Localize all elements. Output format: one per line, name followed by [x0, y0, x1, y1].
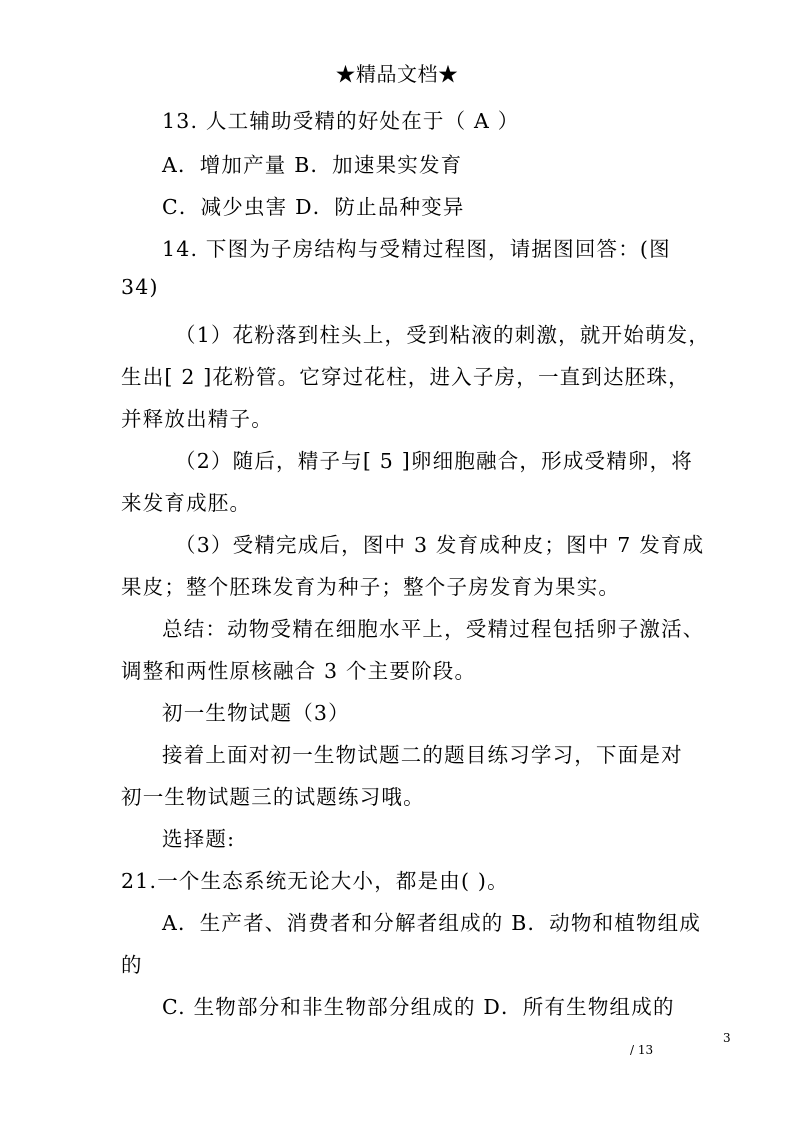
question-13: 13. 人工辅助受精的好处在于（ A ） — [162, 109, 520, 133]
question-21-options-ab-continued: 的 — [121, 953, 143, 977]
section-title: 初一生物试题（3） — [162, 701, 350, 725]
question-13-options-ab: A．增加产量 B．加速果实发育 — [162, 153, 463, 177]
answer-3-line-1: （3）受精完成后，图中 3 发育成种皮；图中 7 发育成 — [175, 533, 705, 557]
answer-1-line-3: 并释放出精子。 — [121, 407, 273, 431]
question-21-options-cd: C. 生物部分和非生物部分组成的 D．所有生物组成的 — [162, 995, 675, 1019]
page-number: 3 — [723, 1031, 731, 1045]
question-21: 21.一个生态系统无论大小，都是由( )。 — [121, 869, 509, 893]
question-14: 14. 下图为子房结构与受精过程图，请据图回答：(图 — [162, 237, 671, 261]
answer-1-line-2: 生出[ 2 ]花粉管。它穿过花柱，进入子房，一直到达胚珠， — [121, 365, 690, 389]
intro-line-1: 接着上面对初一生物试题二的题目练习学习，下面是对 — [162, 743, 683, 767]
summary-line-1: 总结：动物受精在细胞水平上，受精过程包括卵子激活、 — [162, 617, 705, 641]
answer-2-line-1: （2）随后，精子与[ 5 ]卵细胞融合，形成受精卵，将 — [175, 449, 694, 473]
page-total: / 13 — [630, 1043, 654, 1057]
question-14-continued: 34) — [121, 275, 159, 299]
answer-3-line-2: 果皮；整个胚珠发育为种子；整个子房发育为果实。 — [121, 575, 621, 599]
intro-line-2: 初一生物试题三的试题练习哦。 — [121, 785, 425, 809]
question-21-options-ab: A．生产者、消费者和分解者组成的 B．动物和植物组成 — [162, 911, 702, 935]
answer-1-line-1: （1）花粉落到柱头上，受到粘液的刺激，就开始萌发， — [175, 323, 711, 347]
page-header: ★精品文档★ — [335, 62, 459, 86]
question-13-options-cd: C．减少虫害 D．防止品种变异 — [162, 195, 465, 219]
choice-heading: 选择题: — [162, 827, 236, 851]
answer-2-line-2: 来发育成胚。 — [121, 491, 252, 515]
summary-line-2: 调整和两性原核融合 3 个主要阶段。 — [121, 659, 477, 683]
